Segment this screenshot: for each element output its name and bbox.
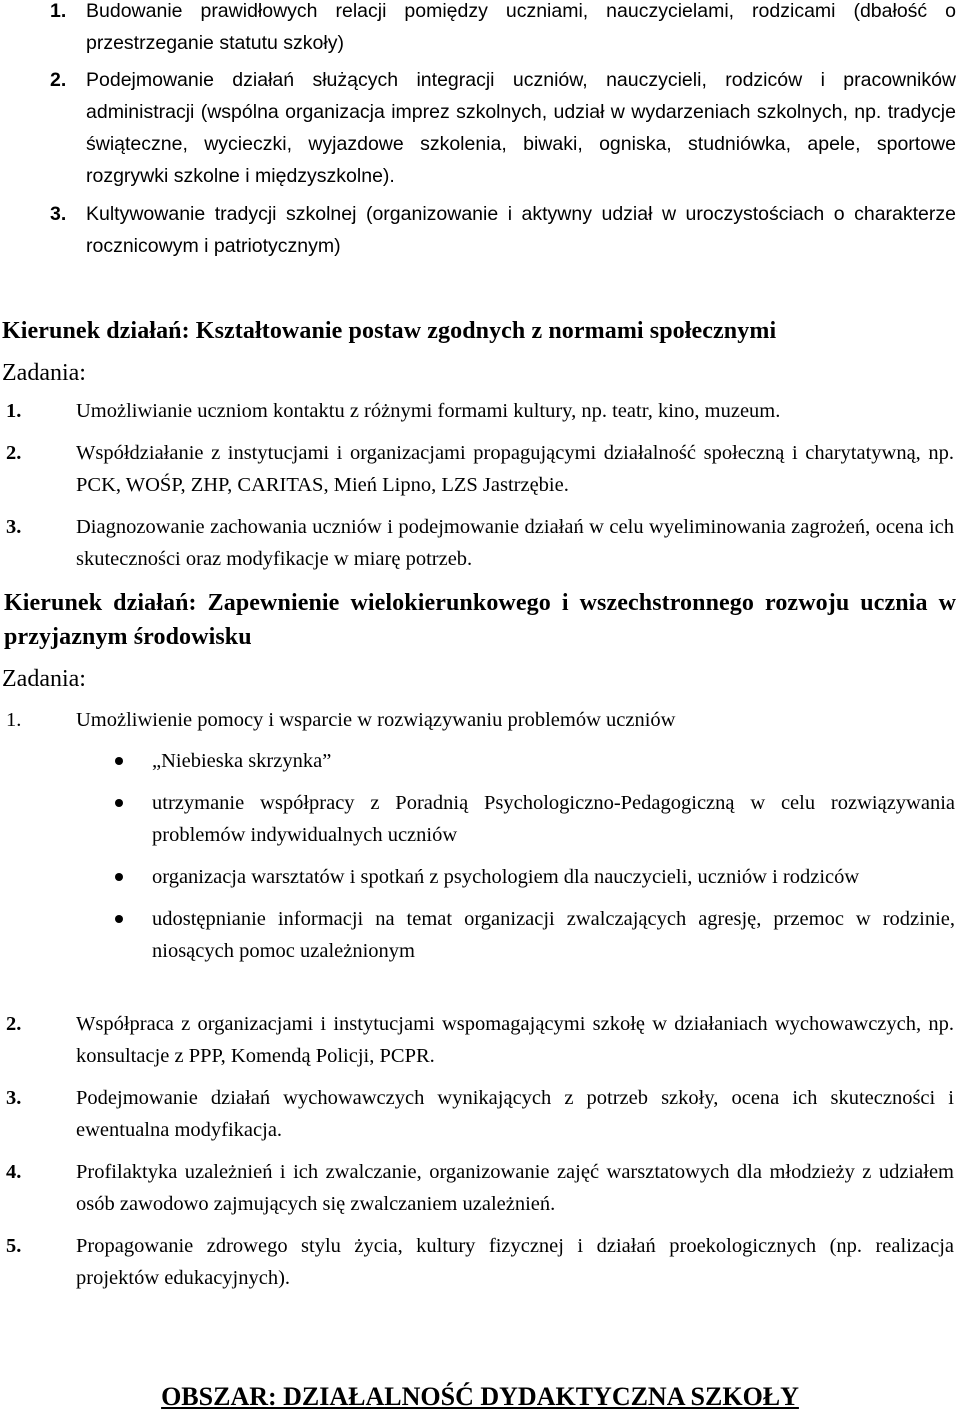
list-item-number: 5. bbox=[6, 1235, 22, 1257]
list-item-text: Diagnozowanie zachowania uczniów i podejmowanie działań w celu wyeliminowania zagrożeń, ocena ich skuteczności oraz modyfikacje w miarę potrzeb. bbox=[76, 516, 954, 570]
bullet-dot bbox=[115, 757, 123, 765]
section3-item1 bbox=[6, 704, 954, 736]
bullet-dot bbox=[115, 873, 123, 881]
section1-list bbox=[50, 0, 956, 262]
list-item-number: 1. bbox=[50, 0, 67, 22]
list-item-text: Współdziałanie z instytucjami i organizacjami propagującymi działalność społeczną i charytatywną, np. PCK, WOŚP, ZHP, CARITAS, Mień Lipno, LZS Jastrzębie. bbox=[76, 442, 954, 496]
bullet-text: udostępnianie informacji na temat organizacji zwalczających agresję, przemoc w rodzinie, niosących pomoc uzależnionym bbox=[152, 908, 955, 962]
list-item-number: 1. bbox=[6, 709, 22, 731]
section3-tasks-label: Zadania: bbox=[2, 666, 86, 692]
list-item-text: Kultywowanie tradycji szkolnej (organizowanie i aktywny udział w uroczystościach o charakterze rocznicowym i patriotycznym) bbox=[86, 203, 956, 257]
list-item-text: Umożliwianie uczniom kontaktu z różnymi formami kultury, np. teatr, kino, muzeum. bbox=[76, 400, 781, 422]
list-item bbox=[6, 1082, 954, 1146]
bullet-item bbox=[115, 745, 955, 777]
list-item-number: 2. bbox=[6, 1013, 22, 1035]
list-item-number: 1. bbox=[6, 400, 22, 422]
section3-bullets bbox=[115, 745, 955, 967]
list-item-number: 4. bbox=[6, 1161, 22, 1183]
bullet-item bbox=[115, 861, 955, 893]
section-title-obszar: OBSZAR: DZIAŁALNOŚĆ DYDAKTYCZNA SZKOŁY bbox=[161, 1382, 799, 1411]
list-item-number: 3. bbox=[6, 1087, 22, 1109]
section3-list bbox=[6, 1008, 954, 1294]
list-item bbox=[50, 198, 956, 262]
bullet-text: organizacja warsztatów i spotkań z psychologiem dla nauczycieli, uczniów i rodziców bbox=[152, 866, 860, 888]
list-item-text: Podejmowanie działań wychowawczych wynikających z potrzeb szkoły, ocena ich skuteczności i ewentualna modyfikacja. bbox=[76, 1087, 954, 1141]
list-item-text: Współpraca z organizacjami i instytucjami wspomagającymi szkołę w działaniach wychowawczych, np. konsultacje z PPP, Komendą Policji, PCPR. bbox=[76, 1013, 954, 1067]
list-item-number: 3. bbox=[50, 203, 67, 225]
bullet-dot bbox=[115, 799, 123, 807]
list-item-text: Propagowanie zdrowego stylu życia, kultury fizycznej i działań proekologicznych (np. realizacja projektów edukacyjnych). bbox=[76, 1235, 954, 1289]
list-item-text: Podejmowanie działań służących integracji uczniów, nauczycieli, rodziców i pracowników administracji (wspólna organizacja imprez szkolnych, udział w wydarzeniach szkolnych, np. tradycje świąteczne, wycieczki, wyjazdowe szkolenia, biwaki, ogniska, studniówka, apele, sportowe rozgrywki szkolne i międzyszkolne). bbox=[86, 69, 956, 187]
list-item bbox=[50, 0, 956, 59]
list-item bbox=[6, 704, 954, 736]
section3-heading: Kierunek działań: Zapewnienie wielokierunkowego i wszechstronnego rozwoju ucznia w przyjaznym środowisku bbox=[4, 590, 956, 650]
section2-tasks-label: Zadania: bbox=[2, 360, 86, 386]
list-item-text: Budowanie prawidłowych relacji pomiędzy uczniami, nauczycielami, rodzicami (dbałość o przestrzeganie statutu szkoły) bbox=[86, 0, 956, 54]
list-item bbox=[6, 1156, 954, 1220]
list-item-number: 3. bbox=[6, 516, 22, 538]
list-item-number: 2. bbox=[50, 69, 67, 91]
section2-list bbox=[6, 395, 954, 575]
bullet-text: utrzymanie współpracy z Poradnią Psychologiczno-Pedagogiczną w celu rozwiązywania problemów indywidualnych uczniów bbox=[152, 792, 955, 846]
list-item-text: Profilaktyka uzależnień i ich zwalczanie, organizowanie zajęć warsztatowych dla młodzieży z udziałem osób zawodowo zajmujących się zwalczaniem uzależnień. bbox=[76, 1161, 954, 1215]
section2-heading: Kierunek działań: Kształtowanie postaw zgodnych z normami społecznymi bbox=[2, 318, 777, 344]
list-item bbox=[6, 395, 954, 427]
bullet-dot bbox=[115, 915, 123, 923]
list-item bbox=[6, 437, 954, 501]
list-item-text: Umożliwienie pomocy i wsparcie w rozwiązywaniu problemów uczniów bbox=[76, 709, 676, 731]
bullet-item bbox=[115, 903, 955, 967]
bullet-item bbox=[115, 787, 955, 851]
list-item bbox=[6, 1230, 954, 1294]
list-item bbox=[6, 511, 954, 575]
list-item-number: 2. bbox=[6, 442, 22, 464]
list-item bbox=[50, 64, 956, 192]
bullet-text: „Niebieska skrzynka” bbox=[152, 750, 332, 772]
list-item bbox=[6, 1008, 954, 1072]
